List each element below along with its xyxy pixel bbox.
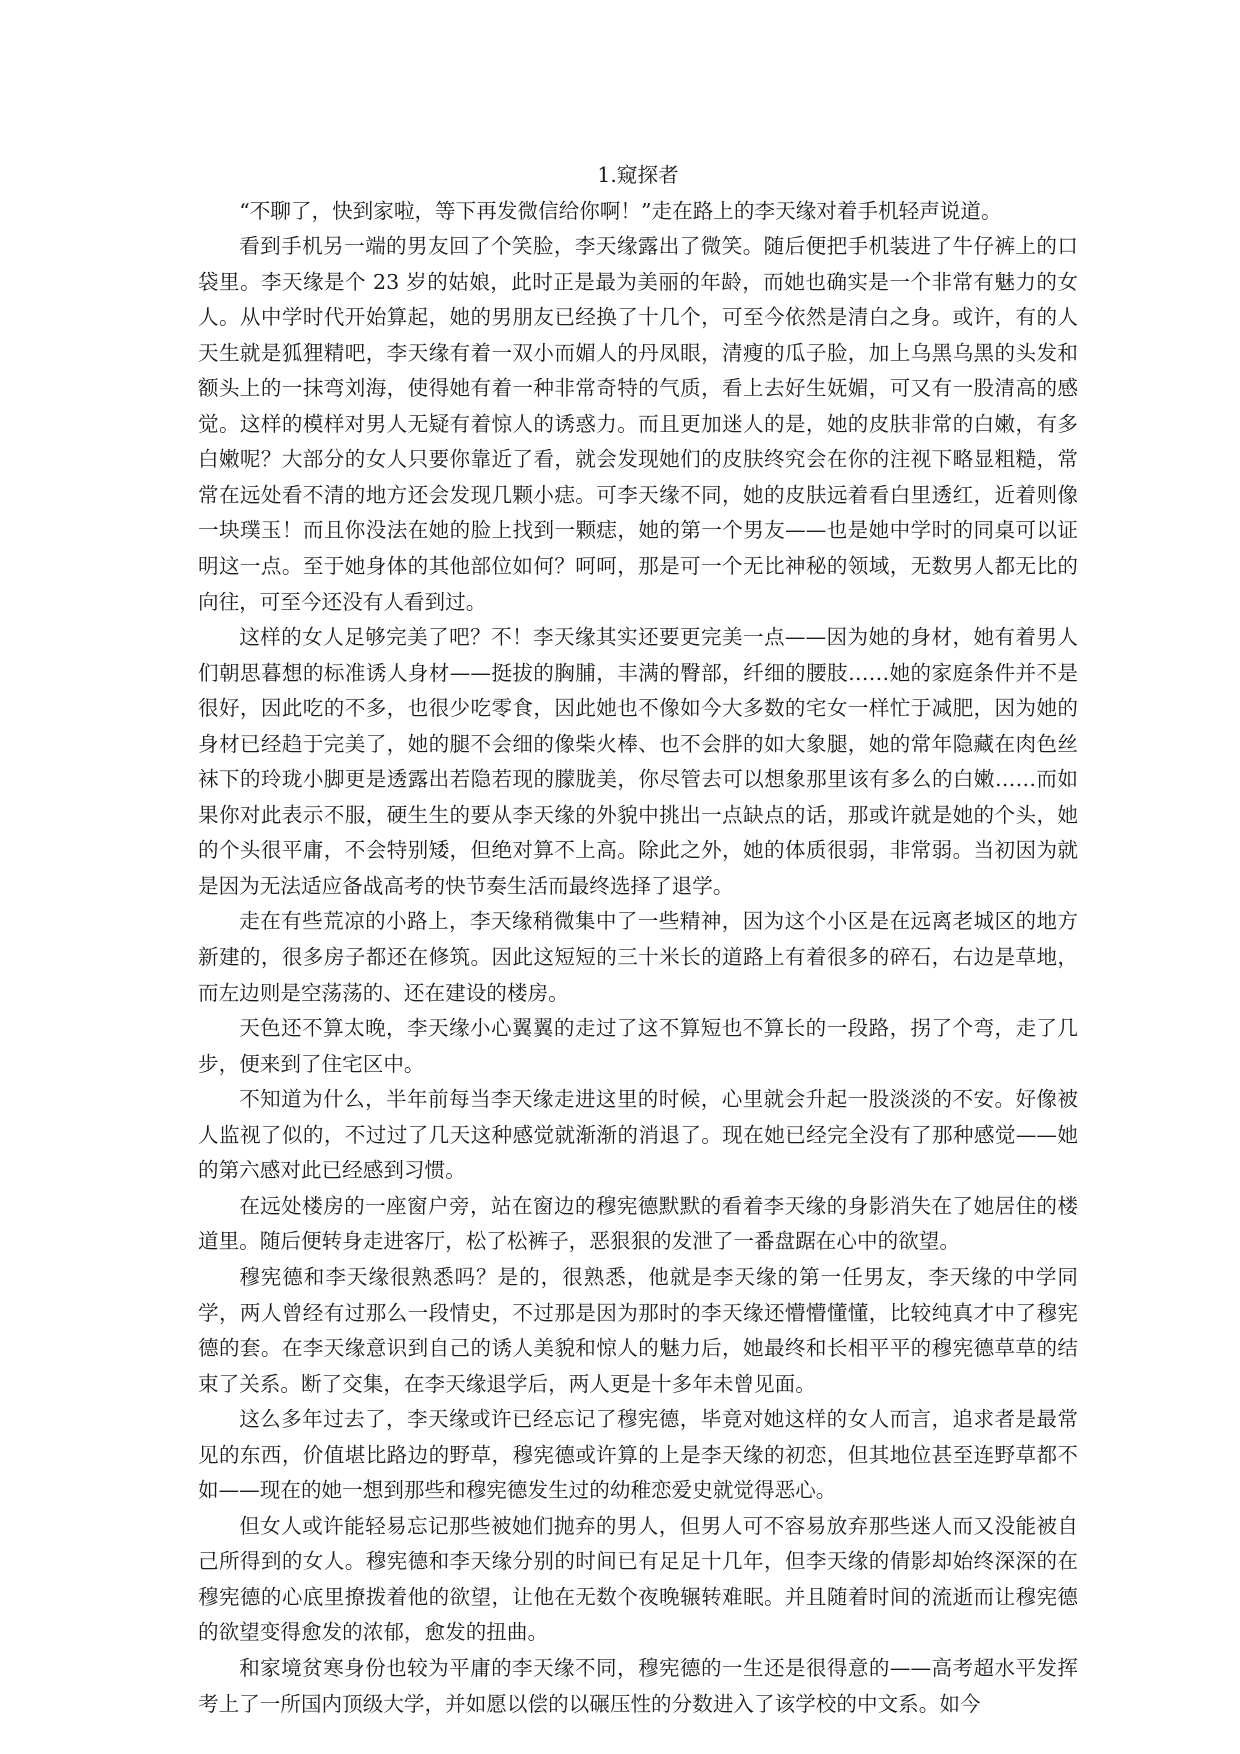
paragraph: 不知道为什么，半年前每当李天缘走进这里的时候，心里就会升起一股淡淡的不安。好像被人监视了似的，不过过了几天这种感觉就渐渐的消退了。现在她已经完全没有了那种感觉——她的第六感对此已经感到习惯。 — [198, 1087, 1078, 1183]
paragraph: 这样的女人足够完美了吧？不！李天缘其实还要更完美一点——因为她的身材，她有着男人们朝思暮想的标准诱人身材——挺拔的胸脯，丰满的臀部，纤细的腰肢……她的家庭条件并不是很好，因此吃的不多，也很少吃零食，因此她也不像如今大多数的宅女一样忙于减肥，因为她的身材已经趋于完美了，她的腿不会细的像柴火棒、也不会胖的如大象腿，她的常年隐藏在肉色丝袜下的玲珑小脚更是透露出若隐若现的朦胧美，你尽管去可以想象那里该有多么的白嫩……而如果你对此表示不服，硬生生的要从李天缘的外貌中挑出一点缺点的话，那或许就是她的个头，她的个头很平庸，不会特别矮，但绝对算不上高。除此之外，她的体质很弱，非常弱。当初因为就是因为无法适应备战高考的快节奏生活而最终选择了退学。 — [198, 625, 1078, 898]
paragraph: 穆宪德和李天缘很熟悉吗？是的，很熟悉，他就是李天缘的第一任男友，李天缘的中学同学，两人曾经有过那么一段情史，不过那是因为那时的李天缘还懵懵懂懂，比较纯真才中了穆宪德的套。在李天缘意识到自己的诱人美貌和惊人的魅力后，她最终和长相平平的穆宪德草草的结束了关系。断了交集，在李天缘退学后，两人更是十多年未曾见面。 — [198, 1264, 1078, 1396]
paragraph: 这么多年过去了，李天缘或许已经忘记了穆宪德，毕竟对她这样的女人而言，追求者是最常见的东西，价值堪比路边的野草，穆宪德或许算的上是李天缘的初恋，但其地位甚至连野草都不如——现在的她一想到那些和穆宪德发生过的幼稚恋爱史就觉得恶心。 — [198, 1407, 1078, 1503]
chapter-title: 1.窥探者 — [597, 163, 679, 187]
paragraph: 看到手机另一端的男友回了个笑脸，李天缘露出了微笑。随后便把手机装进了牛仔裤上的口袋里。李天缘是个 23 岁的姑娘，此时正是最为美丽的年龄，而她也确实是一个非常有魅力的女人。从中学时代开始算起，她的男朋友已经换了十几个，可至今依然是清白之身。或许，有的人天生就是狐狸精吧，李天缘有着一双小而媚人的丹凤眼，清瘦的瓜子脸，加上乌黑乌黑的头发和额头上的一抹弯刘海，使得她有着一种非常奇特的气质，看上去好生妩媚，可又有一股清高的感觉。这样的模样对男人无疑有着惊人的诱惑力。而且更加迷人的是，她的皮肤非常的白嫩，有多白嫩呢？大部分的女人只要你靠近了看，就会发现她们的皮肤终究会在你的注视下略显粗糙，常常在远处看不清的地方还会发现几颗小痣。可李天缘不同，她的皮肤远着看白里透红，近着则像一块璞玉！而且你没法在她的脸上找到一颗痣，她的第一个男友——也是她中学时的同桌可以证明这一点。至于她身体的其他部位如何？呵呵，那是可一个无比神秘的领域，无数男人都无比的向往，可至今还没有人看到过。 — [198, 234, 1078, 614]
paragraph: 但女人或许能轻易忘记那些被她们抛弃的男人，但男人可不容易放弃那些迷人而又没能被自己所得到的女人。穆宪德和李天缘分别的时间已有足足十几年，但李天缘的倩影却始终深深的在穆宪德的心底里撩拨着他的欲望，让他在无数个夜晚辗转难眠。并且随着时间的流逝而让穆宪德的欲望变得愈发的浓郁，愈发的扭曲。 — [198, 1513, 1078, 1645]
paragraph: 和家境贫寒身份也较为平庸的李天缘不同，穆宪德的一生还是很得意的——高考超水平发挥考上了一所国内顶级大学，并如愿以偿的以碾压性的分数进入了该学校的中文系。如今 — [198, 1655, 1078, 1716]
paragraph: “不聊了，快到家啦，等下再发微信给你啊！”走在路上的李天缘对着手机轻声说道。 — [239, 198, 1002, 223]
document-body — [198, 158, 1078, 1722]
paragraph: 在远处楼房的一座窗户旁，站在窗边的穆宪德默默的看着李天缘的身影消失在了她居住的楼道里。随后便转身走进客厅，松了松裤子，恶狠狠的发泄了一番盘踞在心中的欲望。 — [198, 1193, 1078, 1254]
paragraph: 走在有些荒凉的小路上，李天缘稍微集中了一些精神，因为这个小区是在远离老城区的地方新建的，很多房子都还在修筑。因此这短短的三十米长的道路上有着很多的碎石，右边是草地，而左边则是空荡荡的、还在建设的楼房。 — [198, 909, 1078, 1005]
paragraph: 天色还不算太晚，李天缘小心翼翼的走过了这不算短也不算长的一段路，拐了个弯，走了几步，便来到了住宅区中。 — [198, 1016, 1078, 1076]
